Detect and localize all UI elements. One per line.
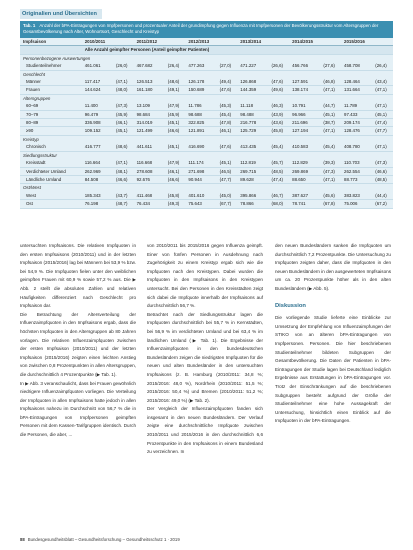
- table-cell-count: 126.868: [237, 78, 268, 86]
- table-cell-count: 98.488: [237, 110, 268, 118]
- table-cell-percent: (46,6): [372, 167, 393, 175]
- table-cell-percent: (47,3): [372, 159, 393, 167]
- data-table-container: [20, 21, 393, 209]
- table-row-label: West: [20, 192, 82, 200]
- table-cell-percent: (44,4): [372, 192, 393, 200]
- body-paragraph: Betrachtet nach der Siedlungsstruktur lagen die Impfquoten durchschnittlich bei 55,7 % in Kernstädten, bei 56,9 % im verdichteten Umland und bei 63,4 % im ländlichen Umland (▶ Tab. 1). Die Ergebnisse der Influenzaimpfquoten in den bundesdeutschen Bundesländern zeigen die niedrigsten Impfquoten für die neuen und alten Bundesländer in den untersuchten Impfsaisons (z. B. Hamburg (2010/2011: 34,8 %; 2015/2016: 48,0 %), Nordrhein (2010/2011: 51,5 %; 2015/2016: 50,4 %) und Bremen (2010/2011: 51,2 %; 2015/2016: 49,0 %) (▶ Tab. 2).: [147, 311, 263, 403]
- table-cell-percent: (45,0): [217, 192, 238, 200]
- table-cell-count: 88.650: [289, 175, 320, 183]
- table-cell-count: 461.061: [82, 62, 113, 70]
- table-cell-percent: (45,1): [113, 127, 134, 135]
- table-group-label: Personenbezogene Auswertungen: [23, 55, 91, 61]
- table-cell-percent: (46,1): [113, 119, 134, 127]
- table-cell-percent: (47,8): [217, 119, 238, 127]
- table-cell-count: 121.891: [185, 127, 216, 135]
- table-row: [20, 127, 393, 135]
- table-subheader-row: [20, 46, 393, 54]
- table-cell-count: 89.628: [237, 175, 268, 183]
- table-cell-percent: (47,1): [320, 127, 341, 135]
- table-row-label: ≥90: [20, 127, 82, 135]
- table-cell-percent: (26,0): [113, 62, 134, 70]
- table-row: [20, 102, 393, 110]
- table-cell-percent: (43,7): [113, 192, 134, 200]
- table-cell-percent: (48,7): [113, 200, 134, 208]
- table-row: [20, 159, 393, 167]
- table-cell-count: 413.435: [237, 143, 268, 151]
- data-table: [20, 38, 393, 209]
- table-cell-percent: (26,4): [165, 62, 186, 70]
- table-cell-count: 13.109: [134, 102, 165, 110]
- table-row-label: Kreisstadt: [20, 159, 82, 167]
- table-row: [20, 119, 393, 127]
- table-group-row: [20, 54, 393, 62]
- table-cell-count: 216.778: [237, 119, 268, 127]
- table-cell-percent: (45,1): [372, 110, 393, 118]
- text-column-1: [20, 242, 136, 440]
- table-cell-count: 408.780: [341, 143, 372, 151]
- table-cell-count: 441.611: [134, 143, 165, 151]
- table-cell-count: 269.715: [237, 167, 268, 175]
- table-cell-percent: (45,4): [217, 110, 238, 118]
- table-subheader: Alle Anzahl geimpfter Personen (Anteil geimpfter Patienten): [82, 46, 393, 54]
- table-cell-count: 78.741: [289, 200, 320, 208]
- table-cell-count: 471.227: [237, 62, 268, 70]
- table-cell-percent: (26,4): [372, 62, 393, 70]
- table-header-cell: 2014/2015: [289, 38, 341, 46]
- table-cell-count: 98.684: [134, 110, 165, 118]
- section-heading-diskussion: Diskussion: [275, 302, 306, 309]
- table-row: [20, 192, 393, 200]
- table-subheader-spacer: [20, 46, 82, 54]
- table-cell-count: 76.434: [134, 200, 165, 208]
- table-row-label: Chronisch: [20, 143, 82, 151]
- body-paragraph: Die Betrachtung der Altersverteilung der Influenzaimpfquoten in den Impfsaisons ergab, dass die höchsten Impfquoten in den Altersgruppen ab 80 Jahren vorlagen. Die relativen Influenzaimpfquoten zwischen der ersten Impfsaison (2010/2011) und der letzten Impfsaison (2015/2016) zeigten einen leichten Anstieg von zwischen 0,8 Prozentpunkten in allen Altersgruppen, die durchschnittlich 4 Prozentpunkte (▶ Tab. 1).: [20, 311, 136, 377]
- table-cell-percent: (45,4): [320, 143, 341, 151]
- table-cell-percent: (45,1): [165, 119, 186, 127]
- table-cell-count: 112.819: [237, 159, 268, 167]
- table-cell-percent: (46,1): [217, 127, 238, 135]
- table-cell-percent: (45,9): [113, 110, 134, 118]
- table-row-label: Ost: [20, 200, 82, 208]
- table-cell-percent: (49,3): [165, 200, 186, 208]
- table-row: [20, 62, 393, 70]
- table-header-cell: 2015/2016: [341, 38, 393, 46]
- table-cell-count: 271.698: [185, 167, 216, 175]
- table-cell-percent: (48,0): [113, 86, 134, 94]
- table-row-label: Ländliche Umland: [20, 175, 82, 183]
- table-cell-count: 126.513: [134, 78, 165, 86]
- table-cell-percent: (43,4): [372, 78, 393, 86]
- table-cell-count: 456.766: [289, 62, 320, 70]
- table-cell-count: 11.789: [341, 102, 372, 110]
- table-cell-percent: (47,1): [320, 86, 341, 94]
- table-cell-percent: (38,7): [320, 119, 341, 127]
- table-cell-count: 209.174: [341, 119, 372, 127]
- table-group-label: Ost/West: [23, 185, 41, 191]
- table-cell-percent: (48,1): [113, 167, 134, 175]
- table-cell-count: 144.359: [237, 86, 268, 94]
- table-row: [20, 175, 393, 183]
- table-row-label: Verdichteter Umland: [20, 167, 82, 175]
- table-cell-percent: (49,6): [269, 86, 290, 94]
- table-cell-percent: (67,8): [320, 200, 341, 208]
- table-cell-count: 144.624: [82, 86, 113, 94]
- table-cell-percent: (45,8): [269, 127, 290, 135]
- table-cell-percent: (47,4): [269, 175, 290, 183]
- table-group-label: Geschlecht: [23, 71, 45, 77]
- section-tag: Originalien und Übersichten: [20, 9, 102, 19]
- table-cell-percent: (45,7): [269, 159, 290, 167]
- table-row: [20, 86, 393, 94]
- table-cell-count: 116.664: [82, 159, 113, 167]
- table-cell-count: 269.869: [289, 167, 320, 175]
- table-cell-percent: (49,1): [165, 86, 186, 94]
- table-cell-count: 125.729: [237, 127, 268, 135]
- table-group-label: Altersgruppen: [23, 95, 51, 101]
- table-cell-count: 11.118: [237, 102, 268, 110]
- table-cell-count: 126.178: [185, 78, 216, 86]
- table-cell-count: 127.591: [289, 78, 320, 86]
- table-cell-percent: (49,4): [217, 78, 238, 86]
- table-cell-percent: (47,7): [372, 127, 393, 135]
- table-cell-count: 97.433: [341, 110, 372, 118]
- table-group-row: [20, 94, 393, 102]
- table-cell-count: 387.627: [289, 192, 320, 200]
- table-cell-count: 262.969: [82, 167, 113, 175]
- table-cell-count: 138.174: [289, 86, 320, 94]
- table-cell-percent: (46,6): [113, 175, 134, 183]
- body-paragraph: von 2010/2011 bis 2015/2016 gegen Influenza geimpft. Einer von fünfen Personen in Ausdehnung nach Zugehörigkeit zu einem Kreistyp ergab sich wie die Impfquoten nach den Kreistypen. Dabei wurden die Impfquoten in den Impfsaisons in den Kreistypen untersucht. Bei den Personen in den Kreisstädten zeigt sich dabei die Impfquote innerhalb der Impfsaisons auf durchschnittlich 56,7 %.: [147, 243, 263, 309]
- table-cell-count: 314.019: [134, 119, 165, 127]
- table-cell-percent: (47,3): [320, 167, 341, 175]
- table-cell-count: 150.689: [185, 86, 216, 94]
- table-cell-count: 75.643: [185, 200, 216, 208]
- page-footer: [20, 537, 180, 542]
- table-cell-percent: (47,4): [372, 119, 393, 127]
- text-column-3: [275, 242, 391, 426]
- table-group-row: [20, 70, 393, 78]
- table-cell-count: 322.825: [185, 119, 216, 127]
- table-cell-percent: (45,4): [269, 143, 290, 151]
- table-group-row: [20, 184, 393, 192]
- table-cell-percent: (46,7): [269, 192, 290, 200]
- table-cell-percent: (46,8): [320, 78, 341, 86]
- body-paragraph: untersuchten Impfsaisons. Die relativen Impfquoten in den ersten Impfsaisons (2010/2011) und in der letzten Impfsaison (2015/2016) lag bei Männern bei 53,9 % bzw. bei 54,9 %. Die Impfquoten fielen unter den weiblichen geimpften Frauen mit 60,9 % sowie 57,2 % aus. Die ▶ Abb. 2 stellt die absoluten Zahlen und relativen Häufigkeiten differenziert nach Geschlecht pro Impfsaison dar.: [20, 243, 136, 309]
- table-cell-percent: (47,6): [217, 86, 238, 94]
- table-cell-percent: (46,6): [165, 127, 186, 135]
- table-cell-count: 78.866: [237, 200, 268, 208]
- table-cell-count: 458.708: [341, 62, 372, 70]
- table-cell-percent: (45,9): [165, 110, 186, 118]
- table-cell-percent: (45,6): [320, 192, 341, 200]
- table-header-cell: 2010/2011: [82, 38, 134, 46]
- table-cell-percent: (47,6): [269, 78, 290, 86]
- table-group-row: [20, 151, 393, 159]
- table-cell-count: 401.610: [185, 192, 216, 200]
- table-cell-percent: (47,1): [372, 143, 393, 151]
- table-cell-count: 416.690: [185, 143, 216, 151]
- table-cell-count: 278.608: [134, 167, 165, 175]
- table-cell-percent: (46,1): [165, 167, 186, 175]
- text-column-2: [147, 242, 263, 457]
- table-cell-percent: (47,1): [113, 159, 134, 167]
- table-cell-percent: (47,9): [165, 159, 186, 167]
- table-group-label: Siedlungsstruktur: [23, 152, 57, 158]
- table-row: [20, 78, 393, 86]
- table-cell-count: 477.263: [185, 62, 216, 70]
- table-cell-count: 88.773: [341, 175, 372, 183]
- body-paragraph: den neuen Bundesländern sanken die Impfquoten um durchschnittlich 7,2 Prozentpunkte. Die Untersuchung zu Impfquoten zeigten daher, dass die Impfquoten in den neuen Bundesländern in den ausgewerteten Impfsaisons um ca. 20 Prozentpunkte höher als in den alten Bundesländern (▶ Abb. 5).: [275, 243, 391, 291]
- table-cell-count: 211.696: [289, 119, 320, 127]
- table-cell-percent: (45,1): [165, 143, 186, 151]
- table-cell-percent: (43,6): [269, 119, 290, 127]
- table-cell-count: 127.194: [289, 127, 320, 135]
- journal-name: Bundesgesundheitsblatt – Gesundheitsforschung – Gesundheitsschutz 1 · 2019: [27, 537, 180, 542]
- table-cell-percent: (27,0): [217, 62, 238, 70]
- table-caption-text: Anzahl der bPA-Eintragungen von Impfpersonen und prozentualer Anteil der grundimpfung gegen Influenza mit Impfpersonen der Bevölkerungsstruktur vom Altersgruppen der Gesamtbevölkerung nach Alter, Wohnortsort, Geschlecht und Kreistyp: [23, 23, 379, 34]
- table-cell-count: 75.006: [341, 200, 372, 208]
- table-cell-percent: (39,3): [320, 159, 341, 167]
- table-caption-label: Tab. 1: [23, 23, 36, 28]
- table-cell-count: 185.343: [82, 192, 113, 200]
- table-cell-percent: (47,6): [217, 143, 238, 151]
- table-cell-count: 121.499: [134, 127, 165, 135]
- table-cell-percent: (47,7): [217, 175, 238, 183]
- table-row-label: Studienteilnehmer: [20, 62, 82, 70]
- table-cell-percent: (46,6): [165, 175, 186, 183]
- table-row-label: 70–79: [20, 110, 82, 118]
- table-cell-percent: (45,1): [320, 110, 341, 118]
- table-cell-count: 395.866: [237, 192, 268, 200]
- table-cell-count: 336.908: [82, 119, 113, 127]
- table-cell-percent: (47,1): [372, 86, 393, 94]
- table-cell-percent: (67,2): [372, 200, 393, 208]
- body-paragraph: In ▶ Abb. 3 veranschaulicht, dass bei Frauen gewöhnlich niedrigere Influenzaimpfquoten vorliegen. Die Verteilung der Impfquoten in allen Impfsaisons hatte jedoch in allen Impfsaisons nahezu im Durchschnitt von 56,7 % die in bPA-Eintragungen von Impfpersonen geimpften Personen mit dem Kassen-Tarifgruppen identisch. Durch die Personen, die aber, ...: [20, 380, 136, 438]
- table-cell-count: 92.676: [134, 175, 165, 183]
- table-row: [20, 110, 393, 118]
- table-cell-count: 109.152: [82, 127, 113, 135]
- table-cell-percent: (45,8): [165, 192, 186, 200]
- table-cell-count: 131.664: [341, 86, 372, 94]
- table-cell-percent: (47,9): [165, 102, 186, 110]
- table-group-row: [20, 135, 393, 143]
- table-cell-percent: (44,7): [320, 102, 341, 110]
- table-cell-percent: (48,6): [113, 143, 134, 151]
- table-header-cell: Impfsaison: [20, 38, 82, 46]
- table-cell-percent: (26,6): [269, 62, 290, 70]
- table-cell-count: 76.198: [82, 200, 113, 208]
- table-cell-count: 467.682: [134, 62, 165, 70]
- table-cell-count: 96.479: [82, 110, 113, 118]
- table-caption: [20, 21, 393, 38]
- table-cell-percent: (47,3): [113, 102, 134, 110]
- table-header-cell: 2012/2013: [185, 38, 237, 46]
- body-paragraph: Die vorliegende Studie lieferte eine Einblicke zur Umsetzung der Empfehlung von Influenzaimpfungen der STIKO von an älteren bPA-Eintragungen von Impfpersonen. Personen. Die hier beschriebenen Studienteilnehmer bildeten Subgruppen der Gesamtbevölkerung. Die Daten der Patienten in bPA-Eintragungen der Studie lagen bei Deutschland lediglich Ergebnisse aus Erstattungen in bPA-Eintragungen vor. Trotz der Einschränkungen auf die beschriebenen Subgruppen besteht aufgrund der Größe der Studienteilnehmer eine hohe Aussagekraft der Untersuchung, hinsichtlich einen Einblick auf die Impfquoten in der bPA-Eintragungen.: [275, 315, 391, 424]
- body-paragraph: Der Vergleich der Influenzaimpfquoten fanden sich insgesamt in den neuen Bundesländern. Der Verlauf zeigte eine durchschnittliche Impfquote zwischen 2010/2011 und 2015/2016 in den durchschnittlich 6,6 Prozentpunkte in den Impfsaisons in einem Bundesland zu verzeichnen. In: [147, 406, 263, 455]
- table-group-label: Kreistyp: [23, 136, 39, 142]
- table-cell-count: 11.400: [82, 102, 113, 110]
- table-cell-percent: (27,6): [320, 62, 341, 70]
- table-header-cell: 2011/2012: [134, 38, 186, 46]
- table-cell-count: 262.554: [341, 167, 372, 175]
- table-cell-count: 128.464: [341, 78, 372, 86]
- table-cell-count: 112.829: [289, 159, 320, 167]
- table-cell-count: 84.508: [82, 175, 113, 183]
- table-row-label: 60–69: [20, 102, 82, 110]
- table-row-label: Frauen: [20, 86, 82, 94]
- table-cell-count: 11.786: [185, 102, 216, 110]
- table-cell-percent: (43,9): [269, 110, 290, 118]
- table-cell-percent: (68,0): [269, 200, 290, 208]
- table-cell-count: 110.703: [341, 159, 372, 167]
- table-row: [20, 200, 393, 208]
- table-cell-count: 98.688: [185, 110, 216, 118]
- table-cell-percent: (47,1): [320, 175, 341, 183]
- table-cell-count: 96.966: [289, 110, 320, 118]
- table-cell-count: 416.777: [82, 143, 113, 151]
- table-cell-count: 116.668: [134, 159, 165, 167]
- page-number: 88: [20, 537, 25, 542]
- table-cell-count: 90.944: [185, 175, 216, 183]
- table-row: [20, 167, 393, 175]
- table-cell-percent: (45,1): [217, 159, 238, 167]
- table-header-row: [20, 38, 393, 46]
- table-row-label: 80–89: [20, 119, 82, 127]
- table-cell-count: 128.476: [341, 127, 372, 135]
- table-cell-count: 411.468: [134, 192, 165, 200]
- table-cell-percent: (48,5): [269, 167, 290, 175]
- table-cell-percent: (47,1): [113, 78, 134, 86]
- table-cell-count: 111.174: [185, 159, 216, 167]
- table-cell-percent: (46,3): [269, 102, 290, 110]
- table-cell-percent: (47,1): [372, 102, 393, 110]
- table-cell-percent: (46,5): [217, 167, 238, 175]
- table-row-label: Männer: [20, 78, 82, 86]
- table-cell-count: 410.583: [289, 143, 320, 151]
- table-cell-percent: (67,7): [217, 200, 238, 208]
- table-cell-count: 10.791: [289, 102, 320, 110]
- table-cell-percent: (48,5): [372, 175, 393, 183]
- table-cell-count: 383.823: [341, 192, 372, 200]
- table-header-cell: 2013/2014: [237, 38, 289, 46]
- table-row: [20, 143, 393, 151]
- table-cell-count: 161.180: [134, 86, 165, 94]
- table-cell-percent: (45,3): [217, 102, 238, 110]
- table-cell-percent: (48,6): [165, 78, 186, 86]
- table-cell-count: 117.417: [82, 78, 113, 86]
